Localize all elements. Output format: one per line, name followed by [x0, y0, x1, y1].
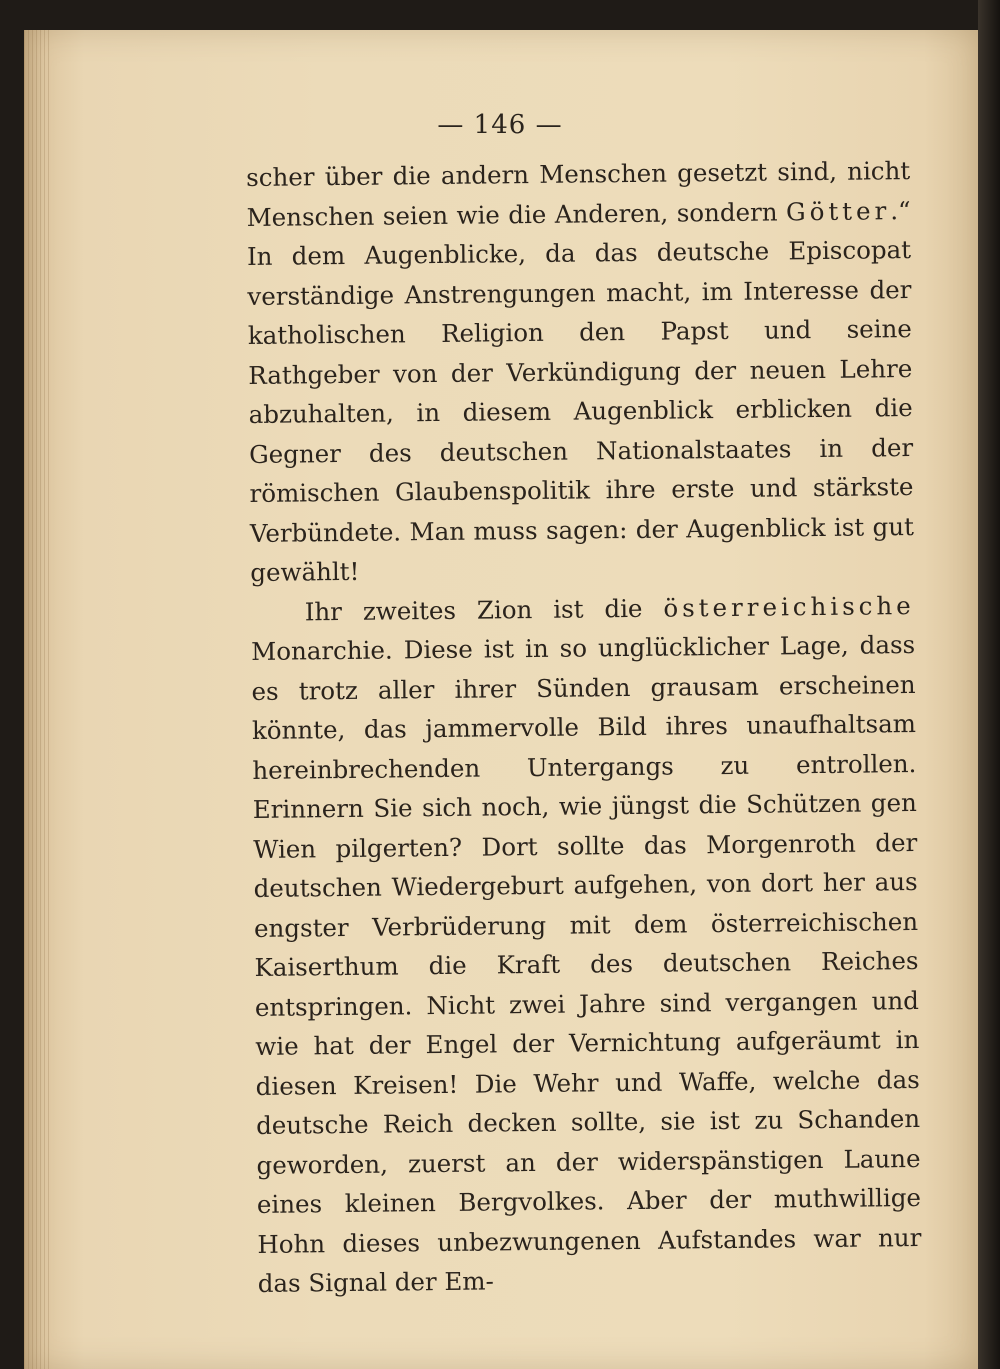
book-binding-shadow: [978, 0, 1000, 1369]
text-run: scher über die andern Menschen gesetzt sind, nicht Menschen seien wie die Anderen, sondern: [246, 156, 911, 232]
text-run: Monarchie. Diese ist in so unglücklicher Lage, dass es trotz aller ihrer Sünden grausam erscheinen könnte, das jammervolle Bild ihres unaufhaltsam hereinbrechenden Untergangs zu entrollen. Erinnern Sie sich noch, wie jüngst die Schützen gen Wien pilgerten? Dort sollte das Morgenroth der deutschen Wiedergeburt aufgehen, von dort her aus engster Verbrüderung mit dem österreichischen Kaiserthum die Kraft des deutschen Reiches entspringen. Nicht zwei Jahre sind vergangen und wie hat der Engel der Vernichtung aufgeräumt in diesen Kreisen! Die Wehr und Waffe, welche das deutsche Reich decken sollte, sie ist zu Schanden geworden, zuerst an der widerspänstigen Laune eines kleinen Bergvolkes. Aber der muthwillige Hohn dieses unbezwungenen Aufstandes war nur das Signal der Em-: [251, 630, 922, 1298]
page-edge-shading: [24, 30, 52, 1369]
emphasized-text-run: österreichische: [663, 590, 915, 623]
page-number-header: — 146 —: [437, 110, 563, 140]
text-run: .“ In dem Augenblicke, da das deutsche Episcopat verständige Anstrengungen macht, im Interesse der katholischen Religion den Papst und seine Rathgeber von der Verkündigung der neuen Lehre abzuhalten, in diesem Augenblick erblicken die Gegner des deutschen Nationalstaates in der römischen Glaubenspolitik ihre erste und stärkste Verbündete. Man muss sagen: der Augenblick ist gut gewählt!: [246, 195, 915, 587]
paragraph-2: [251, 586, 922, 1304]
emphasized-text-run: Götter: [785, 195, 891, 226]
paragraph-1: [246, 151, 915, 592]
text-run: Ihr zweites Zion ist die: [304, 593, 664, 626]
body-text: [246, 151, 922, 1303]
